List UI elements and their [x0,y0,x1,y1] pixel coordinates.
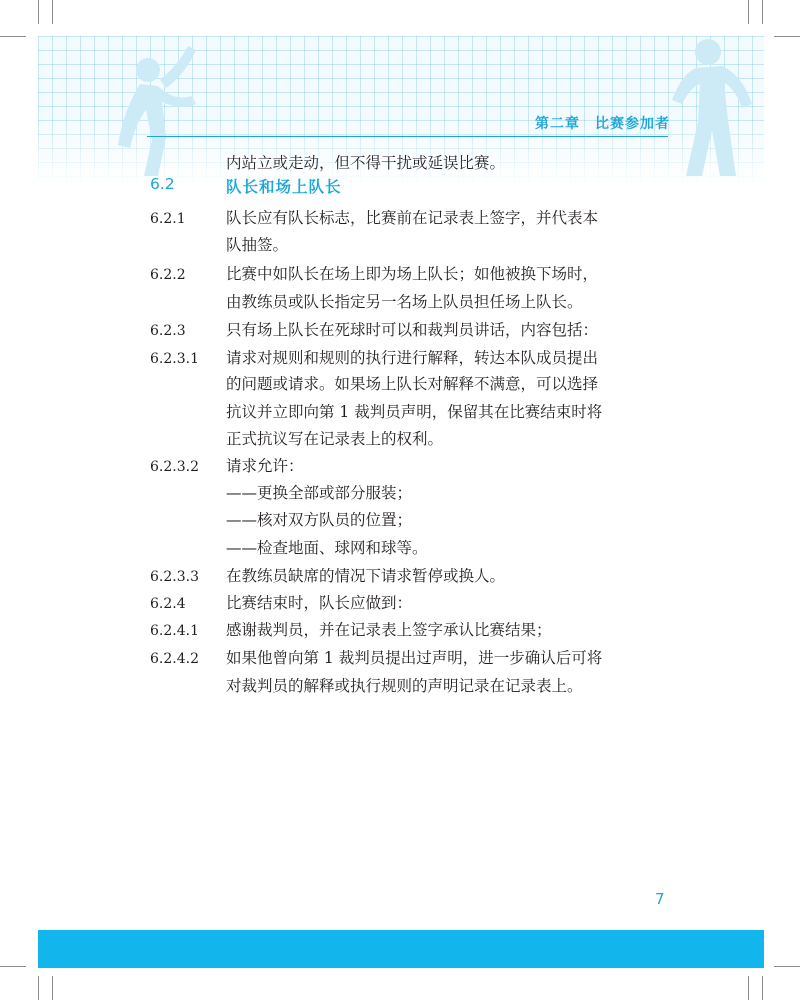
text-line: 请求允许： [226,457,304,475]
header-rule [147,136,668,137]
crop-mark [774,966,800,967]
text-line: 抗议并立即向第 1 裁判员声明，保留其在比赛结束时将 [226,403,603,421]
text-line: 对裁判员的解释或执行规则的声明记录在记录表上。 [226,677,583,695]
text-line: 只有场上队长在死球时可以和裁判员讲话，内容包括： [226,321,599,339]
clause-number: 6.2.4.2 [150,651,199,667]
crop-mark [52,976,53,1000]
text-line: 比赛中如队长在场上即为场上队长；如他被换下场时， [226,265,599,283]
clause-number: 6.2.3.2 [150,459,199,475]
player-silhouette-left-icon [100,40,220,180]
text-line: 的问题或请求。如果场上队长对解释不满意，可以选择 [226,375,599,393]
crop-mark [38,0,39,24]
crop-mark [762,0,763,24]
chapter-title: 第二章 比赛参加者 [535,116,670,132]
crop-mark [748,0,749,24]
text-line: 如果他曾向第 1 裁判员提出过声明，进一步确认后可将 [226,649,603,667]
text-line: 队抽签。 [226,236,289,254]
text-line: 比赛结束时，队长应做到： [226,594,413,612]
text-line: 在教练员缺席的情况下请求暂停或换人。 [226,567,506,585]
crop-mark [774,36,800,37]
crop-mark [52,0,53,24]
clause-number: 6.2.1 [150,211,186,227]
section-number: 6.2 [150,175,175,193]
clause-number: 6.2.3 [150,323,186,339]
text-line: 内站立或走动，但不得干扰或延误比赛。 [226,154,506,172]
text-line: ——核对双方队员的位置； [226,511,413,529]
clause-number: 6.2.3.3 [150,569,199,585]
clause-number: 6.2.4.1 [150,623,199,639]
text-line: 由教练员或队长指定另一名场上队员担任场上队长。 [226,293,583,311]
text-line: 感谢裁判员，并在记录表上签字承认比赛结果； [226,621,552,639]
text-line: 请求对规则和规则的执行进行解释，转达本队成员提出 [226,349,599,367]
clause-number: 6.2.3.1 [150,351,199,367]
player-silhouette-right-icon [650,30,760,180]
text-line: ——更换全部或部分服装； [226,484,413,502]
crop-mark [0,966,26,967]
crop-mark [0,36,26,37]
page-number: 7 [655,890,665,908]
crop-mark [762,976,763,1000]
crop-mark [38,976,39,1000]
text-line: ——检查地面、球网和球等。 [226,539,428,557]
crop-mark [748,976,749,1000]
footer-band [38,930,764,968]
section-title: 队长和场上队长 [226,178,342,196]
clause-number: 6.2.4 [150,596,186,612]
clause-number: 6.2.2 [150,267,186,283]
text-line: 队长应有队长标志，比赛前在记录表上签字，并代表本 [226,209,599,227]
text-line: 正式抗议写在记录表上的权利。 [226,430,444,448]
